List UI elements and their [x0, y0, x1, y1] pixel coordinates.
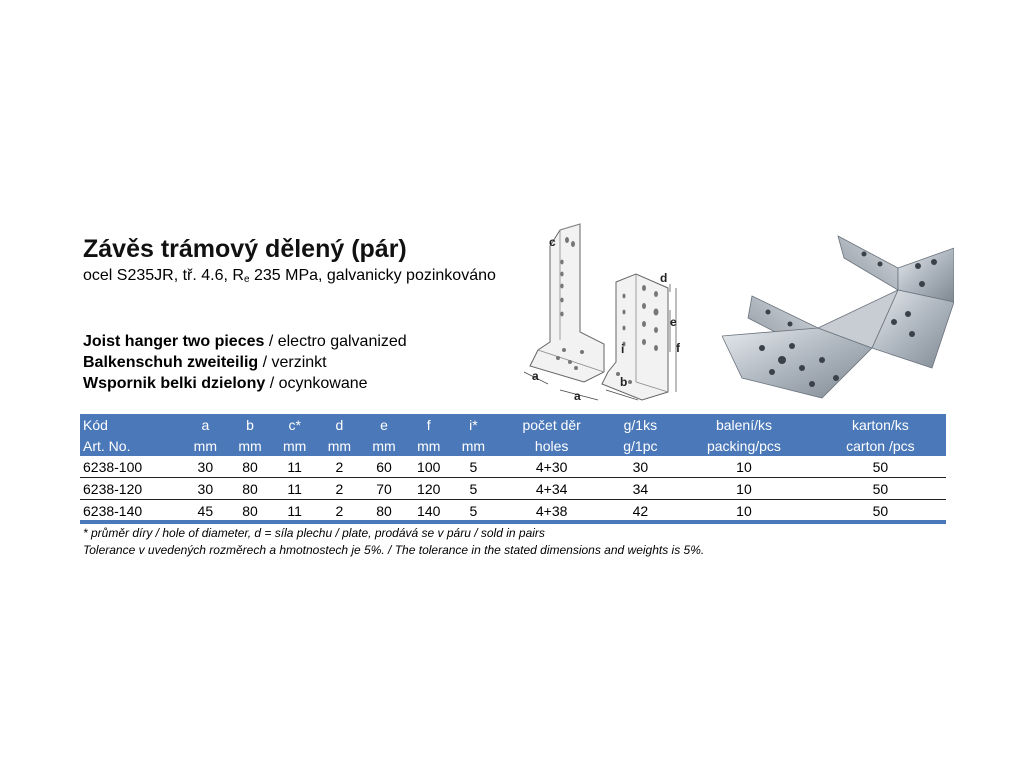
- cell-d: 2: [335, 502, 344, 519]
- col-header-f: f: [406, 414, 451, 435]
- cell-d: 2: [335, 458, 344, 475]
- cell-weight: 42: [632, 502, 649, 519]
- translation-pl-finish: / ocynkowane: [265, 375, 368, 392]
- subtitle-suffix: 235 MPa, galvanicky pozinkováno: [249, 267, 496, 284]
- table-header-row: [80, 414, 946, 435]
- table-row: [80, 456, 946, 478]
- translation-de-finish: / verzinkt: [258, 354, 327, 371]
- technical-drawing: [520, 222, 700, 402]
- col-subheader-holes: holes: [496, 435, 608, 456]
- cell-holes: 4+30: [535, 458, 568, 475]
- label-b: b: [620, 375, 628, 389]
- col-header-a: a: [183, 414, 228, 435]
- cell-i: 5: [469, 502, 478, 519]
- translation-pl: [83, 373, 407, 394]
- col-subheader-d: mm: [317, 435, 362, 456]
- cell-carton: 50: [872, 458, 889, 475]
- label-d: d: [660, 271, 668, 285]
- col-subheader-packing: packing/pcs: [673, 435, 815, 456]
- label-i: i: [621, 342, 625, 356]
- cell-a: 45: [197, 502, 214, 519]
- cell-i: 5: [469, 458, 478, 475]
- cell-code: 6238-100: [83, 458, 143, 475]
- cell-e: 80: [376, 502, 392, 519]
- cell-weight: 34: [632, 480, 649, 497]
- translation-en-finish: / electro galvanized: [264, 333, 407, 350]
- translation-pl-name: Wspornik belki dzielony: [83, 375, 266, 392]
- cell-code: 6238-140: [83, 502, 143, 519]
- table-row: [80, 500, 946, 522]
- specification-table: [80, 414, 946, 521]
- cell-weight: 30: [632, 458, 649, 475]
- cell-f: 140: [417, 502, 441, 519]
- cell-f: 100: [417, 458, 441, 475]
- col-subheader-c: mm: [272, 435, 317, 456]
- subtitle-prefix: ocel S235JR, tř. 4.6, R: [83, 267, 244, 284]
- translations: [83, 331, 407, 394]
- col-header-b: b: [228, 414, 273, 435]
- col-subheader-f: mm: [406, 435, 451, 456]
- table-row: [80, 478, 946, 500]
- cell-packing: 10: [736, 502, 752, 519]
- cell-a: 30: [197, 480, 214, 497]
- footnote-tolerance: Tolerance v uvedených rozměrech a hmotnostech je 5%. / The tolerance in the stated dimensions and weights is 5%.: [83, 543, 705, 557]
- col-subheader-e: mm: [362, 435, 407, 456]
- cell-holes: 4+34: [535, 480, 568, 497]
- cell-packing: 10: [736, 480, 752, 497]
- cell-a: 30: [197, 458, 214, 475]
- translation-en: [83, 331, 407, 352]
- translation-de: [83, 352, 407, 373]
- cell-packing: 10: [736, 458, 752, 475]
- col-subheader-i: mm: [451, 435, 496, 456]
- product-photo: [722, 228, 954, 400]
- col-header-packing: balení/ks: [673, 414, 815, 435]
- cell-e: 70: [376, 480, 392, 497]
- label-e: e: [670, 315, 677, 329]
- product-subtitle: [83, 266, 496, 290]
- product-title: Závěs trámový dělený (pár): [83, 235, 407, 263]
- translation-de-name: Balkenschuh zweiteilig: [83, 354, 259, 371]
- label-a-bottom: a: [574, 389, 581, 402]
- col-subheader-a: mm: [183, 435, 228, 456]
- subtitle-subscript: e: [243, 274, 250, 285]
- cell-i: 5: [469, 480, 478, 497]
- cell-f: 120: [417, 480, 441, 497]
- cell-b: 80: [242, 458, 258, 475]
- cell-carton: 50: [872, 480, 889, 497]
- translation-en-name: Joist hanger two pieces: [83, 333, 265, 350]
- col-subheader-b: mm: [228, 435, 273, 456]
- col-header-weight: g/1ks: [608, 414, 674, 435]
- col-header-c: c*: [272, 414, 317, 435]
- col-subheader-carton: carton /pcs: [815, 435, 946, 456]
- col-subheader-weight: g/1pc: [608, 435, 674, 456]
- cell-c: 11: [287, 480, 302, 497]
- col-header-e: e: [362, 414, 407, 435]
- label-a-left: a: [532, 369, 539, 383]
- label-f: f: [676, 341, 680, 355]
- cell-holes: 4+38: [535, 502, 568, 519]
- table-bottom-bar: [80, 520, 946, 524]
- footnote-diameter: * průměr díry / hole of diameter, d = síla plechu / plate, prodává se v páru / sold in pairs: [83, 526, 545, 540]
- col-subheader-code: Art. No.: [80, 435, 183, 456]
- cell-b: 80: [242, 480, 258, 497]
- cell-carton: 50: [872, 502, 889, 519]
- cell-c: 11: [287, 502, 302, 519]
- cell-code: 6238-120: [83, 480, 143, 497]
- col-header-code: Kód: [80, 414, 183, 435]
- cell-d: 2: [335, 480, 344, 497]
- cell-c: 11: [287, 458, 302, 475]
- col-header-d: d: [317, 414, 362, 435]
- label-c: c: [549, 235, 556, 249]
- cell-e: 60: [376, 458, 392, 475]
- col-header-holes: počet děr: [496, 414, 608, 435]
- table-header-row: [80, 435, 946, 456]
- col-header-carton: karton/ks: [815, 414, 946, 435]
- cell-b: 80: [242, 502, 258, 519]
- col-header-i: i*: [451, 414, 496, 435]
